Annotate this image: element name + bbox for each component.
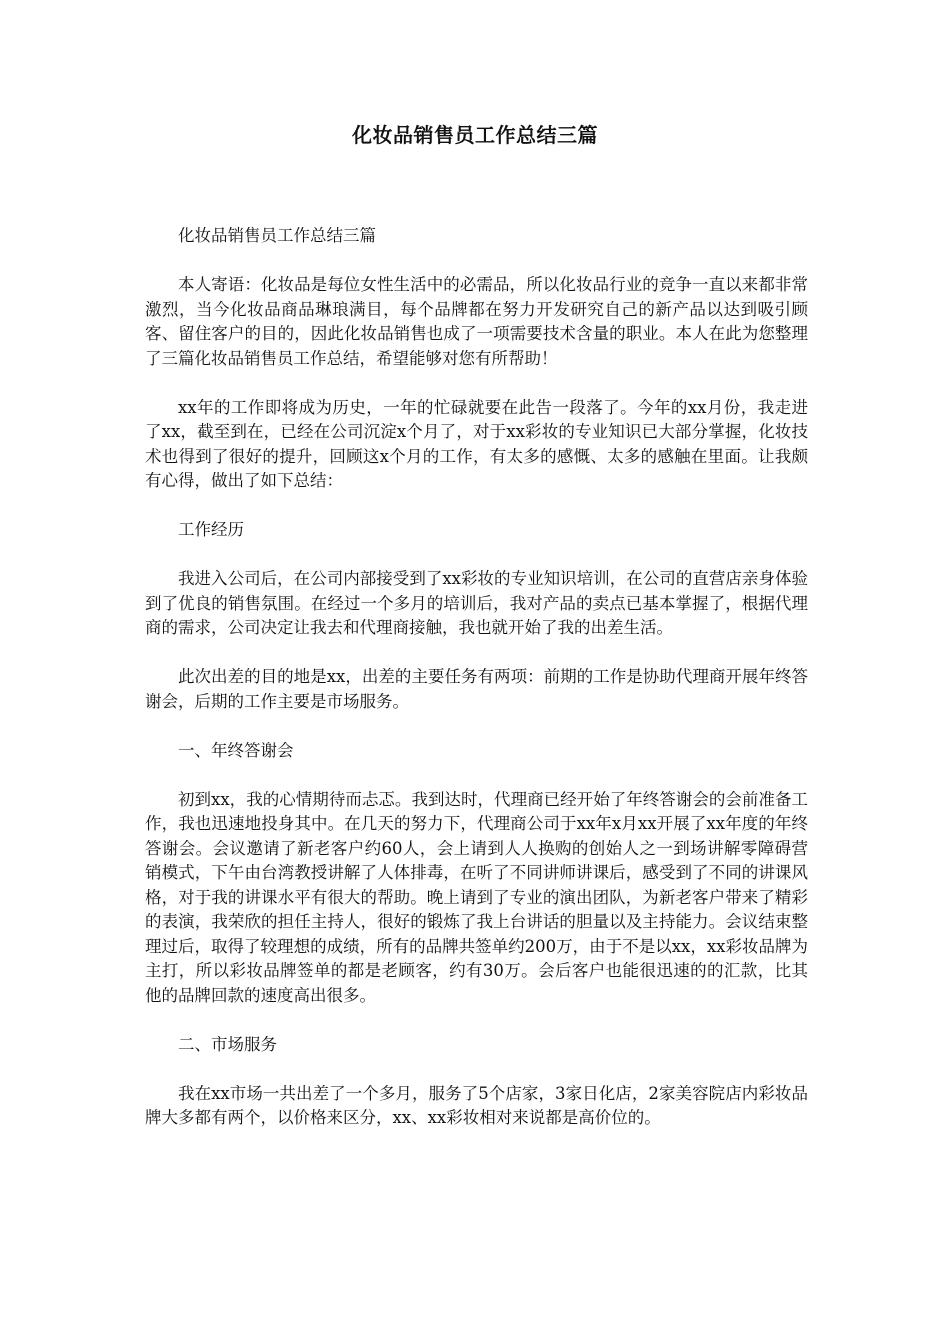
section-heading-work-experience: 工作经历 xyxy=(178,520,244,539)
year-end-meeting-paragraph: 初到xx，我的心情期待而忐忑。我到达时，代理商已经开始了年终答谢会的会前准备工作，我也迅速地投身其中。在几天的努力下，代理商公司于xx年x月xx开展了xx年度的年终答谢会。会议邀请了新老客户约60人，会上请到人人换购的创始人之一到场讲解零障碍营销模式，下午由台湾教授讲解了人体排毒，在听了不同讲师讲课后，感受到了不同的讲课风格，对于我的讲课水平有很大的帮助。晚上请到了专业的演出团队，为新老客户带来了精彩的表演，我荣欣的担任主持人，很好的锻炼了我上台讲话的胆量以及主持能力。会议结束整理过后，取得了较理想的成绩，所有的品牌共签单约200万，由于不是以xx，xx彩妆品牌为主打，所以彩妆品牌签单的都是老顾客，约有30万。会后客户也能很迅速的的汇款，比其他的品牌回款的速度高出很多。 xyxy=(145,789,808,1005)
section-heading-year-end-meeting: 一、年终答谢会 xyxy=(178,740,294,760)
section-heading-market-service: 二、市场服务 xyxy=(178,1034,277,1054)
document-body xyxy=(145,224,808,1155)
overview-paragraph: xx年的工作即将成为历史，一年的忙碌就要在此告一段落了。今年的xx月份，我走进了xx，截至到在，已经在公司沉淀x个月了，对于xx彩妆的专业知识已大部分掌握，化妆技术也得到了很好的提升，回顾这x个月的工作，有太多的感慨、太多的感触在里面。让我颇有心得，做出了如下总结： xyxy=(145,397,808,490)
business-trip-paragraph: 此次出差的目的地是xx，出差的主要任务有两项：前期的工作是协助代理商开展年终答谢会，后期的工作主要是市场服务。 xyxy=(145,667,808,711)
intro-paragraph: 本人寄语：化妆品是每位女性生活中的必需品，所以化妆品行业的竞争一直以来都非常激烈，当今化妆品商品琳琅满目，每个品牌都在努力开发研究自己的新产品以达到吸引顾客、留住客户的目的，因此化妆品销售也成了一项需要技术含量的职业。本人在此为您整理了三篇化妆品销售员工作总结，希望能够对您有所帮助！ xyxy=(145,275,808,368)
market-service-paragraph: 我在xx市场一共出差了一个多月，服务了5个店家，3家日化店，2家美容院店内彩妆品牌大多都有两个，以价格来区分，xx、xx彩妆相对来说都是高价位的。 xyxy=(145,1083,808,1127)
document-title: 化妆品销售员工作总结三篇 xyxy=(352,123,598,147)
subtitle-paragraph: 化妆品销售员工作总结三篇 xyxy=(178,226,376,245)
training-paragraph: 我进入公司后，在公司内部接受到了xx彩妆的专业知识培训，在公司的直营店亲身体验到了优良的销售氛围。在经过一个多月的培训后，我对产品的卖点已基本掌握了，根据代理商的需求，公司决定让我去和代理商接触，我也就开始了我的出差生活。 xyxy=(145,569,808,637)
